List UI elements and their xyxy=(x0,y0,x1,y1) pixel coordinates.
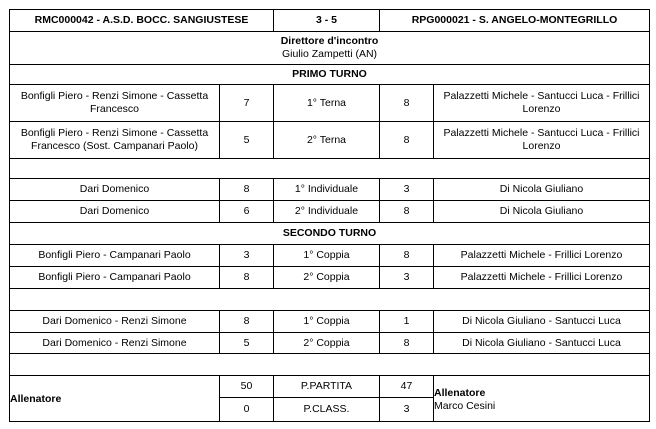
coppia-a2-away-players: Palazzetti Michele - Frillici Lorenzo xyxy=(434,267,649,289)
coppia-a1-away-players: Palazzetti Michele - Frillici Lorenzo xyxy=(434,245,649,267)
home-coach-block xyxy=(10,376,220,421)
terna-2-away-score: 8 xyxy=(380,122,434,159)
individuale-1-game: 1° Individuale xyxy=(274,179,380,201)
director-name: Giulio Zampetti (AN) xyxy=(281,48,378,60)
coppia-a1-home-score: 3 xyxy=(220,245,274,267)
coppia-b1-game: 1° Coppia xyxy=(274,311,380,333)
coppia-a2-away-score: 3 xyxy=(380,267,434,289)
away-coach-name: Marco Cesini xyxy=(434,399,496,412)
spacer-row xyxy=(10,289,649,311)
partita-home-points: 50 xyxy=(220,376,274,398)
terna-1-game: 1° Terna xyxy=(274,85,380,122)
first-round-title: PRIMO TURNO xyxy=(10,65,649,85)
coppia-a1-game: 1° Coppia xyxy=(274,245,380,267)
individuale-1-home-player: Dari Domenico xyxy=(10,179,220,201)
individuale-1-home-score: 8 xyxy=(220,179,274,201)
coppia-a1-home-players: Bonfigli Piero - Campanari Paolo xyxy=(10,245,220,267)
terna-2-away-players: Palazzetti Michele - Santucci Luca - Frillici Lorenzo xyxy=(434,122,649,159)
spacer-row xyxy=(10,159,649,179)
coppia-b1-home-score: 8 xyxy=(220,311,274,333)
coppia-a2-game: 2° Coppia xyxy=(274,267,380,289)
home-team-title: RMC000042 - A.S.D. BOCC. SANGIUSTESE xyxy=(10,10,274,32)
individuale-2-home-score: 6 xyxy=(220,201,274,223)
individuale-1-away-score: 3 xyxy=(380,179,434,201)
spacer-row xyxy=(10,354,649,376)
second-round-title: SECONDO TURNO xyxy=(10,223,649,245)
terna-1-home-score: 7 xyxy=(220,85,274,122)
coppia-b1-away-players: Di Nicola Giuliano - Santucci Luca xyxy=(434,311,649,333)
away-coach-block xyxy=(434,376,649,421)
coppia-b2-away-players: Di Nicola Giuliano - Santucci Luca xyxy=(434,333,649,354)
partita-away-points: 47 xyxy=(380,376,434,398)
class-away-points: 3 xyxy=(380,398,434,421)
individuale-2-home-player: Dari Domenico xyxy=(10,201,220,223)
home-coach-label: Allenatore xyxy=(10,393,62,405)
coppia-b2-game: 2° Coppia xyxy=(274,333,380,354)
terna-1-home-players: Bonfigli Piero - Renzi Simone - Cassetta Francesco xyxy=(10,85,220,122)
terna-2-home-score: 5 xyxy=(220,122,274,159)
individuale-1-away-player: Di Nicola Giuliano xyxy=(434,179,649,201)
terna-1-away-score: 8 xyxy=(380,85,434,122)
coppia-a2-home-score: 8 xyxy=(220,267,274,289)
partita-label: P.PARTITA xyxy=(274,376,380,398)
terna-1-away-players: Palazzetti Michele - Santucci Luca - Frillici Lorenzo xyxy=(434,85,649,122)
away-team-title: RPG000021 - S. ANGELO-MONTEGRILLO xyxy=(380,10,649,32)
director-label: Direttore d'incontro xyxy=(280,35,379,47)
coppia-b2-home-score: 5 xyxy=(220,333,274,354)
coppia-b1-away-score: 1 xyxy=(380,311,434,333)
class-label: P.CLASS. xyxy=(274,398,380,421)
match-score: 3 - 5 xyxy=(274,10,380,32)
coppia-b2-away-score: 8 xyxy=(380,333,434,354)
terna-2-game: 2° Terna xyxy=(274,122,380,159)
individuale-2-away-score: 8 xyxy=(380,201,434,223)
coppia-b2-home-players: Dari Domenico - Renzi Simone xyxy=(10,333,220,354)
away-coach-label: Allenatore xyxy=(434,386,486,399)
class-home-points: 0 xyxy=(220,398,274,421)
coppia-a2-home-players: Bonfigli Piero - Campanari Paolo xyxy=(10,267,220,289)
terna-2-home-players: Bonfigli Piero - Renzi Simone - Cassetta Francesco (Sost. Campanari Paolo) xyxy=(10,122,220,159)
coppia-a1-away-score: 8 xyxy=(380,245,434,267)
coppia-b1-home-players: Dari Domenico - Renzi Simone xyxy=(10,311,220,333)
individuale-2-away-player: Di Nicola Giuliano xyxy=(434,201,649,223)
director-block xyxy=(10,32,649,65)
individuale-2-game: 2° Individuale xyxy=(274,201,380,223)
